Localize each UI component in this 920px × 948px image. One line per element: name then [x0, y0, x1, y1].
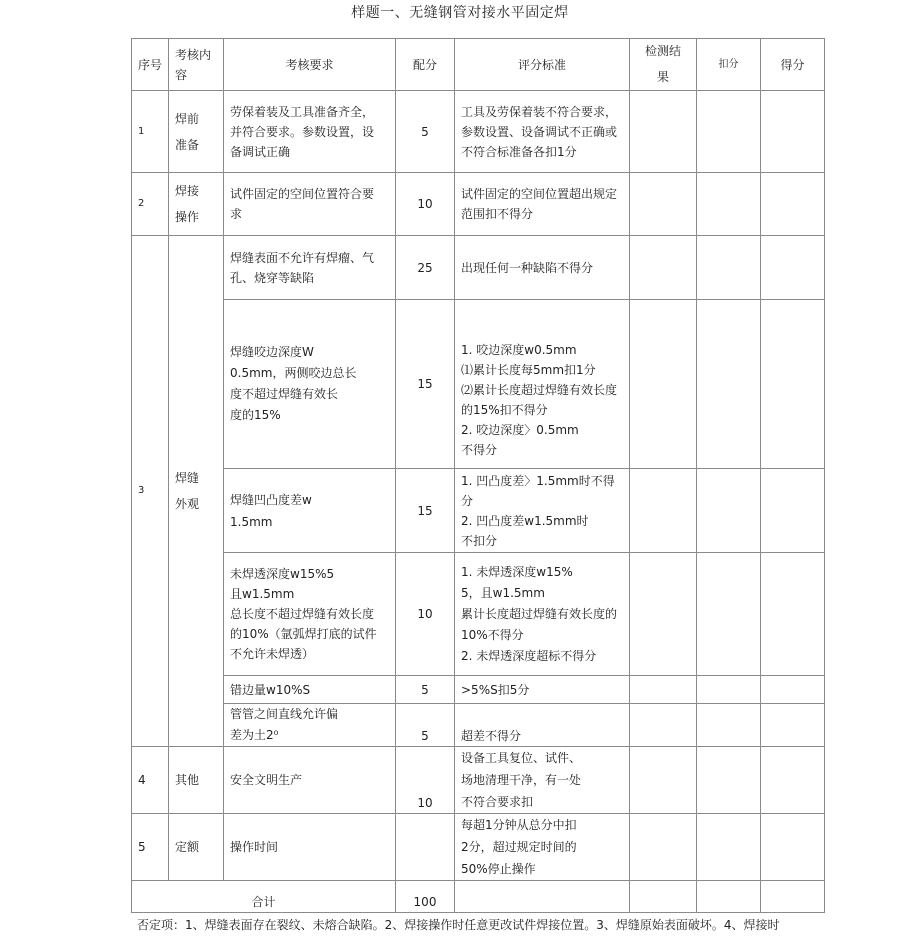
result-cell: [630, 676, 697, 704]
row-standard: 工具及劳保着装不符合要求， 参数设置、设备调试不正确或 不符合标准备各扣1分: [455, 91, 630, 173]
row-requirement: 焊缝咬边深度W 0.5mm，两侧咬边总长 度不超过焊缝有效长 度的15%: [224, 300, 396, 469]
veto-footnote: 否定项：1、焊缝表面存在裂纹、未熔合缺陷。2、焊接操作时任意更改试件焊接位置。3、焊缝原始表面破坏。4、焊接时: [137, 918, 780, 932]
row-score: 5: [396, 704, 455, 747]
got-cell: [761, 91, 825, 173]
deduct-cell: [697, 236, 761, 300]
row-standard: >5%S扣5分: [455, 676, 630, 704]
deduct-cell: [697, 676, 761, 704]
result-cell: [630, 173, 697, 236]
row-requirement: 劳保着装及工具准备齐全， 并符合要求。参数设置，设 备调试正确: [224, 91, 396, 173]
got-cell: [761, 173, 825, 236]
row-score: 25: [396, 236, 455, 300]
table-row: [132, 236, 825, 300]
result-cell: [630, 814, 697, 881]
total-label: 合计: [132, 881, 396, 913]
row-standard: 每超1分钟从总分中扣 2分，超过规定时间的 50%停止操作: [455, 814, 630, 881]
table-row: [132, 814, 825, 881]
deduct-cell: [697, 173, 761, 236]
row-requirement: 管管之间直线允许偏 差为土2⁰: [224, 704, 396, 747]
table-row: [132, 704, 825, 747]
result-cell: [630, 881, 697, 913]
deduct-cell: [697, 91, 761, 173]
deduct-cell: [697, 747, 761, 814]
row-requirement: 焊缝表面不允许有焊瘤、气 孔、烧穿等缺陷: [224, 236, 396, 300]
row-score: 10: [396, 173, 455, 236]
row-score: 15: [396, 300, 455, 469]
row-standard: 超差不得分: [455, 704, 630, 747]
table-row: [132, 676, 825, 704]
document-title: 样题一、无缝钢管对接水平固定焊: [351, 5, 569, 21]
row-score: 10: [396, 747, 455, 814]
row-requirement: 未焊透深度w15%5 且w1.5mm 总长度不超过焊缝有效长度 的10%（氩弧焊打底的试件 不允许未焊透）: [224, 553, 396, 676]
row-seq: 2: [132, 173, 169, 236]
deduct-cell: [697, 814, 761, 881]
row-seq: 5: [132, 814, 169, 881]
table-row: [132, 553, 825, 676]
deduct-cell: [697, 553, 761, 676]
row-requirement: 焊缝凹凸度差w 1.5mm: [224, 469, 396, 553]
got-cell: [761, 747, 825, 814]
row-content: 焊前 准备: [169, 91, 224, 173]
table-row: [132, 747, 825, 814]
row-score: 5: [396, 91, 455, 173]
got-cell: [761, 236, 825, 300]
result-cell: [630, 236, 697, 300]
got-cell: [761, 704, 825, 747]
header-got: 得分: [761, 39, 825, 91]
row-content: 焊缝 外观: [169, 236, 224, 747]
header-requirement: 考核要求: [224, 39, 396, 91]
deduct-cell: [697, 704, 761, 747]
row-requirement: 试件固定的空间位置符合要 求: [224, 173, 396, 236]
table-row: [132, 91, 825, 173]
row-seq: 4: [132, 747, 169, 814]
row-score: 15: [396, 469, 455, 553]
result-cell: [630, 747, 697, 814]
got-cell: [761, 881, 825, 913]
total-row: [132, 881, 825, 913]
row-requirement: 错边量w10%S: [224, 676, 396, 704]
got-cell: [761, 553, 825, 676]
result-cell: [630, 704, 697, 747]
row-content: 定额: [169, 814, 224, 881]
header-result: 检测结 果: [630, 39, 697, 91]
table-row: [132, 300, 825, 469]
row-score: 10: [396, 553, 455, 676]
row-score: [396, 814, 455, 881]
row-score: 5: [396, 676, 455, 704]
row-seq: 3: [132, 236, 169, 747]
row-standard: 1. 未焊透深度w15% 5，且w1.5mm 累计长度超过焊缝有效长度的 10%不得分 2. 未焊透深度超标不得分: [455, 553, 630, 676]
total-standard-cell: [455, 881, 630, 913]
deduct-cell: [697, 469, 761, 553]
result-cell: [630, 91, 697, 173]
total-score: 100: [396, 881, 455, 913]
got-cell: [761, 676, 825, 704]
result-cell: [630, 300, 697, 469]
row-content: 焊接 操作: [169, 173, 224, 236]
row-seq: 1: [132, 91, 169, 173]
result-cell: [630, 469, 697, 553]
deduct-cell: [697, 881, 761, 913]
row-standard: 1. 凹凸度差〉1.5mm时不得 分 2. 凹凸度差w1.5mm时 不扣分: [455, 469, 630, 553]
deduct-cell: [697, 300, 761, 469]
row-standard: 1. 咬边深度w0.5mm ⑴累计长度每5mm扣1分 ⑵累计长度超过焊缝有效长度 的15%扣不得分 2. 咬边深度〉0.5mm 不得分: [455, 300, 630, 469]
row-standard: 出现任何一种缺陷不得分: [455, 236, 630, 300]
row-standard: 试件固定的空间位置超出规定 范围扣不得分: [455, 173, 630, 236]
row-requirement: 安全文明生产: [224, 747, 396, 814]
header-score: 配分: [396, 39, 455, 91]
row-standard: 设备工具复位、试件、 场地清理干净，有一处 不符合要求扣: [455, 747, 630, 814]
got-cell: [761, 469, 825, 553]
header-standard: 评分标准: [455, 39, 630, 91]
table-row: [132, 173, 825, 236]
result-cell: [630, 553, 697, 676]
header-row: [132, 39, 825, 91]
row-content: 其他: [169, 747, 224, 814]
header-content: 考核内 容: [169, 39, 224, 91]
table-row: [132, 469, 825, 553]
got-cell: [761, 814, 825, 881]
header-seq: 序号: [132, 39, 169, 91]
row-requirement: 操作时间: [224, 814, 396, 881]
header-deduct: 扣分: [697, 39, 761, 91]
got-cell: [761, 300, 825, 469]
scoring-table: [131, 38, 825, 913]
